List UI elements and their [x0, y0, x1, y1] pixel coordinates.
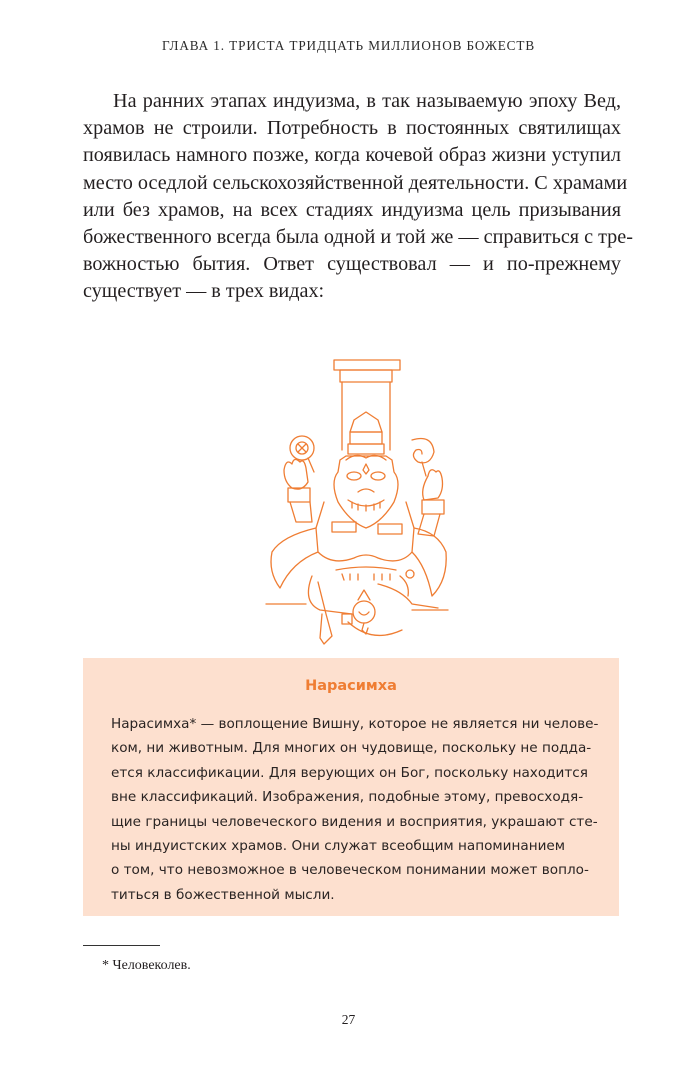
body-line: или без храмов, на всех стадиях индуизма цель призывания — [83, 198, 621, 221]
sidebar-line: щие границы человеческого видения и восприятия, украшают сте- — [111, 813, 598, 830]
body-line: вожностью бытия. Ответ существовал — и по-прежнему — [83, 253, 621, 276]
body-paragraph — [83, 88, 633, 306]
body-line: храмов не строили. Потребность в постоянных святилищах — [83, 117, 621, 140]
body-line: божественного всегда была одной и той же — справиться с тре- — [83, 226, 633, 249]
sidebar-line: о том, что невозможное в человеческом понимании может вопло- — [111, 862, 589, 879]
sidebar-line: вне классификаций. Изображения, подобные этому, превосходя- — [111, 789, 584, 806]
footnote-divider — [83, 945, 160, 946]
body-line: появилась намного позже, когда кочевой образ жизни уступил — [83, 144, 621, 167]
sidebar-line: Нарасимха* — воплощение Вишну, которое не является ни челове- — [111, 716, 599, 732]
running-head: ГЛАВА 1. ТРИСТА ТРИДЦАТЬ МИЛЛИОНОВ БОЖЕСТВ — [161, 38, 536, 53]
sidebar-title: Нарасимха — [305, 678, 397, 694]
sidebar-line: ком, ни животным. Для многих он чудовище, поскольку не подда- — [111, 740, 592, 757]
body-line: На ранних этапах индуизма, в так называемую эпоху Вед, — [113, 90, 621, 112]
page-number: 27 — [341, 1012, 356, 1027]
narasimha-illustration — [262, 352, 452, 648]
body-line: место оседлой сельскохозяйственной деятельности. С храмами — [83, 171, 628, 194]
sidebar-line: ны индуистских храмов. Они служат всеобщим напоминанием — [111, 838, 566, 855]
sidebar-line: титься в божественной мысли. — [111, 886, 335, 903]
sidebar-line: ется классификации. Для верующих он Бог, поскольку находится — [111, 764, 588, 781]
body-line: существует — в трех видах: — [83, 280, 325, 303]
footnote: * Человеколев. — [102, 958, 191, 973]
sidebar-box — [83, 658, 619, 916]
sidebar-body — [111, 712, 601, 907]
